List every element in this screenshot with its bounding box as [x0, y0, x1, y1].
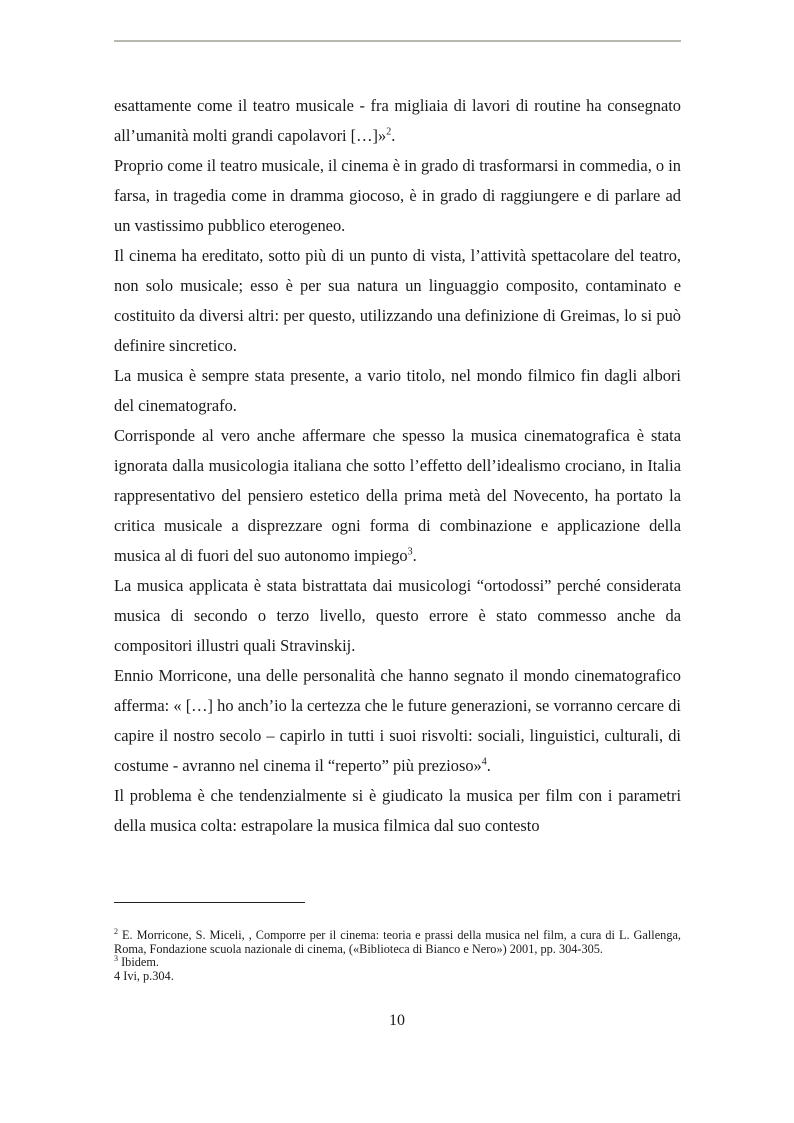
- paragraph-8: Il problema è che tendenzialmente si è giudicato la musica per film con i parametri della musica colta: estrapolare la musica filmica dal suo contesto: [114, 786, 681, 835]
- paragraph-2: Proprio come il teatro musicale, il cinema è in grado di trasformarsi in commedia, o in farsa, in tragedia come in dramma giocoso, è in grado di raggiungere e di parlare ad un vastissimo pubblico eterogeneo.: [114, 156, 681, 235]
- footnotes: [114, 926, 681, 983]
- footnote-mark: 3: [114, 953, 118, 963]
- footnote-separator: [114, 902, 305, 903]
- footnote-ref-3: 3: [407, 546, 413, 558]
- footnote-ref-2: 2: [386, 126, 392, 138]
- body-text: [114, 91, 681, 841]
- footnote-2: $^2$ E. Morricone, S. Miceli, , Comporre per il cinema: teoria e prassi della musica nel film, a cura di L. Gallenga, Roma, Fondazione scuola nazionale di cinema, («Biblioteca di Bianco e Nero») 2001, pp. 304-305.: [114, 926, 681, 956]
- paragraph-4: La musica è sempre stata presente, a vario titolo, nel mondo filmico fin dagli albori del cinematografo.: [114, 366, 681, 415]
- paragraph-1: esattamente come il teatro musicale - fra migliaia di lavori di routine ha consegnato all’umanità molti grandi capolavori […]»$^2$.: [114, 96, 681, 145]
- paragraph-3: Il cinema ha ereditato, sotto più di un punto di vista, l’attività spettacolare del teatro, non solo musicale; esso è per sua natura un linguaggio composito, contaminato e costituito da diversi altri: per questo, utilizzando una definizione di Greimas, lo si può definire sincretico.: [114, 246, 681, 355]
- paragraph-6: La musica applicata è stata bistrattata dai musicologi “ortodossi” perché considerata musica di secondo o terzo livello, questo errore è stato commesso anche da compositori illustri quali Stravinskij.: [114, 576, 681, 655]
- footnote-3: $^3$ Ibidem.: [114, 953, 159, 969]
- footnote-4: 4 Ivi, p.304.: [114, 968, 174, 983]
- footnote-ref-4: 4: [481, 756, 487, 768]
- paragraph-5: Corrisponde al vero anche affermare che spesso la musica cinematografica è stata ignorata dalla musicologia italiana che sotto l’effetto dell’idealismo crociano, in Italia rappresentativo del pensiero estetico della prima metà del Novecento, ha portato la critica musicale a disprezzare ogni forma di combinazione e applicazione della musica al di fuori del suo autonomo impiego$^3$.: [114, 426, 681, 565]
- header-rule: [114, 40, 681, 42]
- paragraph-7: Ennio Morricone, una delle personalità che hanno segnato il mondo cinematografico afferma: « […] ho anch’io la certezza che le future generazioni, se vorranno cercare di capire il nostro secolo – capirlo in tutti i suoi risvolti: sociali, linguistici, culturali, di costume - avranno nel cinema il “reperto” più prezioso»$^4$.: [114, 666, 681, 775]
- page-number: 10: [389, 1012, 405, 1029]
- footnote-mark: 2: [114, 926, 118, 936]
